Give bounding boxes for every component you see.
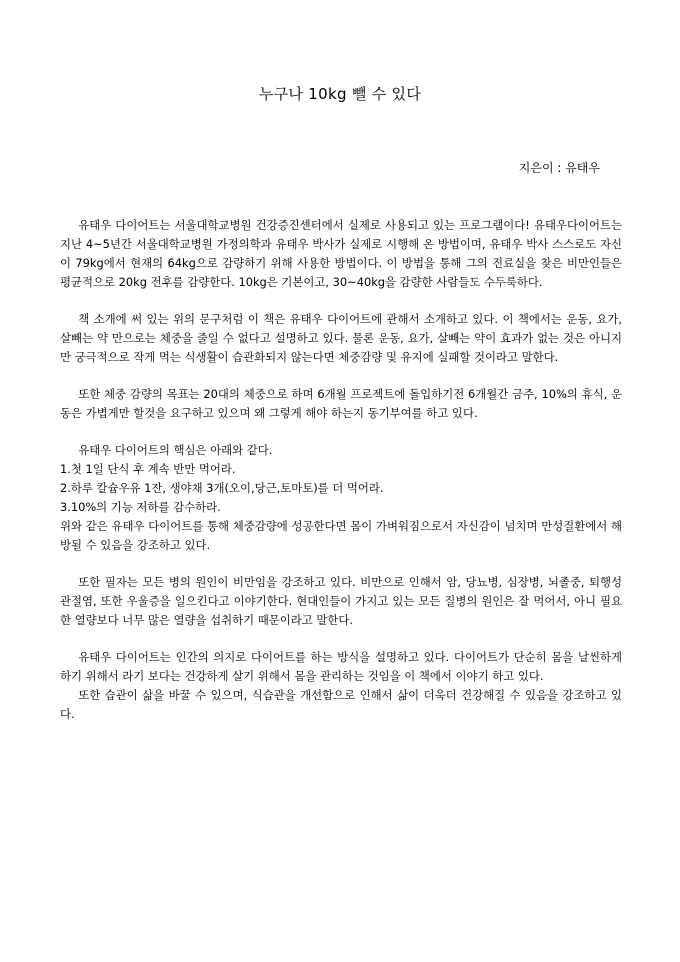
paragraph-result: 위와 같은 유태우 다이어트를 통해 체중감량에 성공한다면 몸이 가벼워짐으로서 자신감이 넘치며 만성질환에서 해방될 수 있음을 강조하고 있다. (60, 519, 622, 552)
list-item: 3.10%의 기능 저하를 감수하라. (60, 500, 221, 514)
paragraph-habit: 또한 습관이 삶을 바꿀 수 있으며, 식습관을 개선함으로 인해서 삶이 더욱더 건강해질 수 있음을 강조하고 있다. (60, 688, 622, 721)
list-item: 1.첫 1일 단식 후 계속 반만 먹어라. (60, 462, 236, 476)
author-line: 지은이 : 유태우 (518, 161, 600, 175)
paragraph-intro: 유태우 다이어트는 서울대학교병원 건강증진센터에서 실제로 사용되고 있는 프로그램이다! 유태우다이어트는 지난 4~5년간 서울대학교병원 가정의학과 유태우 박사가 실제로 시행해 온 방법이며, 유태우 박사 스스로도 자신이 79kg에서 현재의 64kg으로 감량하기 위해 사용한 방법이다. 이 방법을 통해 그의 진료실을 찾은 비만인들은 평균적으로 20kg 전후를 감량한다. 10kg은 기본이고, 30~40kg을 감량한 사람들도 수두룩하다. (60, 218, 622, 289)
list-item: 2.하루 칼슘우유 1잔, 생야채 3개(오이,당근,토마토)를 더 먹어라. (60, 481, 384, 495)
paragraph-book-intro: 책 소개에 써 있는 위의 문구처럼 이 책은 유태우 다이어트에 관해서 소개하고 있다. 이 책에서는 운동, 요가, 살빼는 약 만으로는 체중을 줄일 수 없다고 설명하고 있다. 물론 운동, 요가, 살빼는 약이 효과가 없는 것은 아니지만 궁극적으로 작게 먹는 식생활이 습관화되지 않는다면 체중감량 및 유지에 실패할 것이라고 말한다. (60, 312, 622, 364)
document-body (60, 216, 622, 724)
paragraph-obesity-cause: 또한 필자는 모든 병의 원인이 비만임을 강조하고 있다. 비만으로 인해서 암, 당뇨병, 심장병, 뇌졸중, 퇴행성 관절염, 또한 우울증을 일으킨다고 이야기한다. 현대인들이 가지고 있는 모든 질병의 원인은 잘 먹어서, 아니 필요한 열량보다 너무 많은 열량을 섭취하기 때문이라고 말한다. (60, 575, 622, 627)
paragraph-core-heading: 유태우 다이어트의 핵심은 아래와 같다. (78, 443, 273, 457)
paragraph-will: 유태우 다이어트는 인간의 의지로 다이어트를 하는 방식을 설명하고 있다. 다이어트가 단순히 몸을 날씬하게 하기 위해서 라기 보다는 건강하게 살기 위해서 몸을 관리하는 것임을 이 책에서 이야기 하고 있다. (60, 650, 622, 683)
paragraph-goal: 또한 체중 감량의 목표는 20대의 체중으로 하며 6개월 프로젝트에 돌입하기전 6개월간 금주, 10%의 휴식, 운동은 가볍게만 할것을 요구하고 있으며 왜 그렇게 해야 하는지 동기부여를 하고 있다. (60, 387, 622, 420)
document-title: 누구나 10kg 뺄 수 있다 (258, 85, 422, 103)
